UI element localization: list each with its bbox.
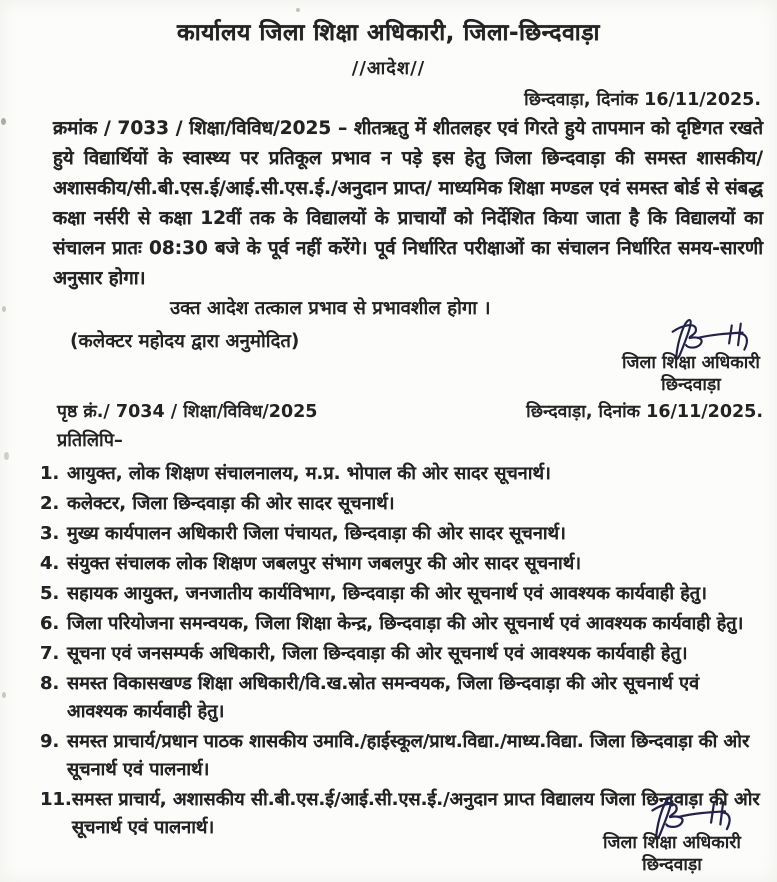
effect-line: उक्त आदेश तत्काल प्रभाव से प्रभावशील होगा । — [170, 298, 491, 319]
signatory-place: छिन्दवाड़ा — [661, 375, 721, 395]
distribution-list — [40, 460, 765, 842]
office-title: कार्यालय जिला शिक्षा अधिकारी, जिला-छिन्दवाड़ा — [177, 20, 600, 46]
copy-to-heading: प्रतिलिपि– — [57, 430, 123, 451]
list-item-text: समस्त विकासखण्ड शिक्षा अधिकारी/वि.ख.स्रोत समन्वयक, जिला छिन्दवाड़ा की ओर सूचनार्थ एवं आवश्यक कार्यवाही हेतु। — [67, 673, 700, 722]
scan-speck — [296, 8, 300, 12]
list-item — [40, 610, 765, 638]
list-item-number: 2. — [40, 493, 60, 514]
order-body-paragraph: क्रमांक / 7033 / शिक्षा/विविध/2025 – शीतऋतु में शीतलहर एवं गिरते हुये तापमान को दृष्टिगत रखते हुये विद्यार्थियों के स्वास्थ्य पर प्रतिकूल प्रभाव न पड़े इस हेतु जिला छिन्दवाड़ा की समस्त शासकीय/अशासकीय/सी.बी.एस.ई/आई.सी.एस.ई./अनुदान प्राप्त/ माध्यमिक शिक्षा मण्डल एवं समस्त बोर्ड से संबद्ध कक्षा नर्सरी से कक्षा 12वीं तक के विद्यालयों के प्राचार्यों को निर्देशित किया जाता है कि विद्यालयों का संचालन प्रातः 08:30 बजे के पूर्व नहीं करेंगे। पूर्व निर्धारित परीक्षाओं का संचालन निर्धारित समय-सारणी अनुसार होगा। — [53, 118, 764, 289]
list-item-number: 1. — [40, 463, 60, 484]
list-item-text: समस्त प्राचार्य, अशासकीय सी.बी.एस.ई/आई.सी.एस.ई./अनुदान प्राप्त विद्यालय जिला छिन्दवाड़ा की ओर सूचनार्थ एवं पालनार्थ। — [71, 789, 760, 838]
page-ref-number: पृष्ठ क्रं./ 7034 / शिक्षा/विविध/2025 — [57, 402, 318, 422]
list-item-text: जिला परियोजना समन्वयक, जिला शिक्षा केन्द्र, छिन्दवाड़ा की ओर सूचनार्थ एवं आवश्यक कार्यवाही हेतु। — [67, 613, 744, 634]
list-item-text: कलेक्टर, जिला छिन्दवाड़ा की ओर सादर सूचनार्थ। — [67, 493, 395, 514]
signatory-designation: जिला शिक्षा अधिकारी — [603, 833, 741, 853]
list-item-text: मुख्य कार्यपालन अधिकारी जिला पंचायत, छिन्दवाड़ा की ओर सादर सूचनार्थ। — [67, 523, 566, 544]
list-item — [40, 580, 765, 608]
list-item-text: सहायक आयुक्त, जनजातीय कार्यविभाग, छिन्दवाड़ा की ओर सूचनार्थ एवं आवश्यक कार्यवाही हेतु। — [67, 583, 707, 604]
list-item-text: आयुक्त, लोक शिक्षण संचालनालय, म.प्र. भोपाल की ओर सादर सूचनार्थ। — [67, 463, 551, 484]
list-item-number: 9. — [40, 731, 60, 752]
signatory-designation: जिला शिक्षा अधिकारी — [622, 353, 760, 373]
list-item — [40, 640, 765, 668]
list-item-number: 5. — [40, 583, 60, 604]
order-heading: //आदेश// — [351, 58, 426, 79]
approval-line: (कलेक्टर महोदय द्वारा अनुमोदित) — [70, 331, 300, 352]
signature-block-bottom — [597, 790, 747, 876]
dateline: छिन्दवाड़ा, दिनांक 16/11/2025. — [524, 90, 761, 110]
list-item-number: 11. — [40, 789, 72, 810]
list-item — [40, 728, 765, 784]
scan-speck — [1, 118, 6, 125]
list-item — [40, 670, 765, 726]
list-item — [40, 520, 765, 548]
scan-speck — [2, 306, 6, 312]
signatory-place: छिन्दवाड़ा — [642, 855, 702, 875]
scan-speck — [4, 452, 9, 460]
approval-row — [70, 328, 763, 396]
signature-block-top — [619, 312, 763, 396]
list-item-text: सूचना एवं जनसम्पर्क अधिकारी, जिला छिन्दवाड़ा की ओर सूचनार्थ एवं आवश्यक कार्यवाही हेतु। — [67, 643, 688, 664]
list-item-number: 7. — [40, 643, 60, 664]
list-item — [40, 490, 765, 518]
page-ref-row — [57, 400, 763, 424]
list-item-text: समस्त प्राचार्य/प्रधान पाठक शासकीय उमावि./हाईस्कूल/प्राथ.विद्या./माध्य.विद्या. जिला छिन्दवाड़ा की ओर सूचनार्थ एवं पालनार्थ। — [67, 731, 750, 780]
list-item — [40, 550, 765, 578]
scan-speck — [2, 692, 6, 698]
dateline-second: छिन्दवाड़ा, दिनांक 16/11/2025. — [526, 402, 763, 422]
list-item-number: 4. — [40, 553, 60, 574]
list-item-number: 8. — [40, 673, 60, 694]
list-item-number: 3. — [40, 523, 60, 544]
list-item-number: 6. — [40, 613, 60, 634]
list-item — [40, 460, 765, 488]
list-item-text: संयुक्त संचालक लोक शिक्षण जबलपुर संभाग जबलपुर की ओर सादर सूचनार्थ। — [67, 553, 582, 574]
